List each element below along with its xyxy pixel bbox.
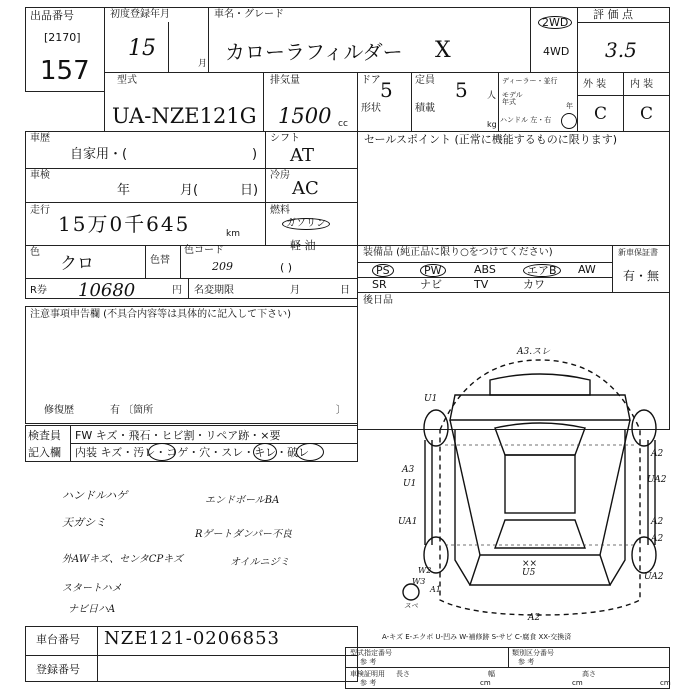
notes-box bbox=[25, 306, 358, 424]
inspection-day-unit: 日) bbox=[240, 183, 259, 198]
drive-4wd: 4WD bbox=[543, 45, 570, 58]
kg-unit: kg bbox=[487, 120, 497, 129]
repair-value: 有 〔箇所 bbox=[110, 405, 154, 416]
mark-left-front: U1 bbox=[424, 394, 438, 404]
mark-right-front-2: UA2 bbox=[647, 475, 667, 485]
interior-circle-1 bbox=[148, 443, 176, 461]
recycle-value: 10680 bbox=[78, 280, 136, 301]
inspector-label-2: 記入欄 bbox=[28, 446, 61, 459]
first-reg-year: 15 bbox=[128, 36, 156, 61]
warranty-value: 有・無 bbox=[623, 269, 660, 283]
exterior-grade: C bbox=[594, 104, 608, 124]
lot-label: 出品番号 bbox=[30, 9, 74, 22]
equipment-item: ABS bbox=[474, 263, 496, 276]
sales-label: セールスポイント (正常に機能するものに限ります) bbox=[364, 133, 618, 146]
capacity-label: 定員 bbox=[415, 75, 435, 86]
repair-close: 〕 bbox=[336, 405, 346, 416]
mark-left-door: A3 bbox=[402, 465, 415, 475]
lot-number: 157 bbox=[40, 56, 90, 86]
first-reg-label: 初度登録年月 bbox=[110, 9, 170, 20]
recycle-label: R券 bbox=[30, 285, 47, 296]
drive-2wd: 2WD bbox=[538, 16, 572, 29]
reg-label: 登録番号 bbox=[36, 663, 80, 676]
equipment-item: PW bbox=[420, 264, 446, 277]
inspect-reference: 参 考 bbox=[360, 679, 377, 687]
displacement-value: 1500 bbox=[278, 104, 332, 128]
displacement-label: 排気量 bbox=[270, 75, 300, 86]
repair-label: 修復歴 bbox=[44, 405, 74, 416]
width-label: 幅 bbox=[488, 670, 495, 678]
mark-right-front: A2 bbox=[651, 449, 664, 459]
warranty-label: 新車保証書 bbox=[618, 248, 658, 257]
mark-rear-hatch: ×× U5 bbox=[522, 559, 538, 578]
interior-grade: C bbox=[640, 104, 654, 124]
comment-4: Rゲートダンパー不良 bbox=[195, 529, 292, 540]
chassis-value: NZE121-0206853 bbox=[104, 628, 280, 649]
history-label: 車歴 bbox=[30, 133, 50, 144]
mark-rear-w2: W2 bbox=[418, 566, 432, 575]
ac-value: AC bbox=[292, 178, 319, 199]
type-designation-label: 型式指定番号 bbox=[350, 649, 392, 657]
chassis-label: 車台番号 bbox=[36, 633, 80, 646]
comment-6: オイルニジミ bbox=[230, 557, 290, 568]
shape-label: 形状 bbox=[361, 103, 381, 114]
year-unit: 年 bbox=[566, 102, 573, 110]
sales-box bbox=[357, 131, 670, 246]
doors-value: 5 bbox=[380, 78, 393, 102]
diagram-legend: A-キズ E-エクボ U-凹み W-補修跡 S-サビ C-腐食 XX-交換済 bbox=[382, 633, 572, 641]
equipment-item: カワ bbox=[523, 278, 545, 291]
length-label: 長さ bbox=[396, 670, 410, 678]
dealer-label: ディーラー・並行 bbox=[502, 77, 558, 85]
ac-label: 冷房 bbox=[270, 170, 290, 181]
load-label: 積載 bbox=[415, 103, 435, 114]
recycle-yen: 円 bbox=[172, 285, 182, 296]
comment-5: 外AWキズ、センタCPキズ bbox=[62, 554, 183, 565]
doors-label: ドア bbox=[361, 75, 381, 86]
type-label: 型式 bbox=[117, 75, 137, 86]
interior-label: 内 装 bbox=[630, 79, 654, 90]
width-cm: cm bbox=[572, 679, 583, 687]
equipment-item: エアB bbox=[523, 264, 561, 277]
model-grade: X bbox=[435, 38, 451, 63]
height-label: 高さ bbox=[582, 670, 596, 678]
mark-left-door-2: U1 bbox=[403, 479, 417, 489]
shift-value: AT bbox=[290, 145, 315, 166]
person-unit: 人 bbox=[487, 91, 497, 101]
comment-1: ハンドルハゲ bbox=[62, 489, 128, 502]
exterior-label: 外 装 bbox=[583, 79, 607, 90]
color-code-label: 色コード bbox=[184, 245, 224, 256]
capacity-value: 5 bbox=[455, 78, 468, 102]
equipment-item: AW bbox=[578, 263, 596, 276]
fuel-paren: ( ) bbox=[280, 261, 293, 274]
handle-label: ハンドル 左・右 bbox=[500, 116, 552, 124]
equipment-item: SR bbox=[372, 278, 387, 291]
fuel-label: 燃料 bbox=[270, 205, 290, 216]
inspect-cert-label: 車検証明用 bbox=[350, 670, 385, 678]
interior-row: 内装 キズ・汚レ・コゲ・穴・スレ・キレ・破レ bbox=[75, 446, 310, 459]
shift-label: シフト bbox=[270, 133, 300, 144]
inspection-month-unit: 月( bbox=[180, 183, 199, 198]
deadline-day: 日 bbox=[340, 285, 350, 296]
type-value: UA-NZE121G bbox=[112, 104, 257, 128]
category-reference: 参 考 bbox=[518, 658, 535, 666]
fuel-diesel: 軽 油 bbox=[290, 239, 316, 252]
height-cm: cm bbox=[660, 679, 671, 687]
mark-rear-w3: W3 bbox=[412, 577, 426, 586]
interior-circle-2 bbox=[253, 443, 277, 461]
deadline-month: 月 bbox=[290, 285, 300, 296]
handle-right-circle bbox=[561, 113, 577, 129]
type-reference: 参 考 bbox=[360, 658, 377, 666]
mark-rear-bumper: A2 bbox=[528, 613, 541, 623]
mark-roof: A3.スレ bbox=[517, 347, 551, 357]
mark-rear-a1: A1 bbox=[430, 585, 441, 594]
mileage-label: 走行 bbox=[30, 205, 50, 216]
category-label: 類別区分番号 bbox=[512, 649, 554, 657]
mark-right-rear-2: UA2 bbox=[644, 572, 664, 582]
history-value: 自家用・( bbox=[70, 147, 128, 162]
model-year-label: モデル年式 bbox=[502, 91, 523, 106]
comment-3: 天ガシミ bbox=[62, 516, 106, 529]
score-label: 評 価 点 bbox=[593, 8, 633, 21]
fuel-gasoline: ガソリン bbox=[282, 218, 330, 230]
equipment-item: PS bbox=[372, 264, 394, 277]
later-label: 後日品 bbox=[363, 295, 393, 306]
history-close: ) bbox=[252, 147, 258, 162]
comment-2: エンドボールBA bbox=[205, 495, 280, 506]
mileage-unit: km bbox=[226, 229, 240, 239]
score-value: 3.5 bbox=[605, 38, 637, 62]
equipment-item: TV bbox=[474, 278, 489, 291]
mark-spare: スペ bbox=[404, 602, 418, 610]
later-box bbox=[357, 292, 670, 430]
first-reg-month-unit: 月 bbox=[198, 59, 208, 69]
color-change-label: 色替 bbox=[150, 255, 170, 266]
deadline-label: 名変期限 bbox=[194, 285, 234, 296]
color-label: 色 bbox=[30, 247, 40, 258]
inspection-year-unit: 年 bbox=[117, 183, 131, 198]
color-value: クロ bbox=[60, 254, 94, 274]
cc-unit: cc bbox=[338, 119, 348, 129]
length-cm: cm bbox=[480, 679, 491, 687]
lot-ref: [2170] bbox=[44, 31, 81, 44]
mileage-value: 15万0千645 bbox=[58, 212, 191, 236]
interior-circle-3 bbox=[296, 443, 324, 461]
mark-left-rear: UA1 bbox=[398, 517, 418, 527]
model-name: カローラフィルダー bbox=[225, 40, 403, 64]
color-code-value: 209 bbox=[212, 260, 233, 273]
mark-right-front-3: A2 bbox=[651, 534, 664, 544]
notes-label: 注意事項申告欄 (不具合内容等は具体的に記入して下さい) bbox=[30, 309, 291, 320]
equipment-label: 装備品 (純正品に限り○をつけてください) bbox=[363, 247, 553, 258]
inspection-label: 車検 bbox=[30, 170, 50, 181]
fw-row: FW キズ・飛石・ヒビ割・リペア跡・×要 bbox=[75, 429, 281, 442]
comment-8: ナビ日ハA bbox=[68, 604, 116, 615]
comment-7: スタートハメ bbox=[62, 583, 122, 594]
mark-right-rear: A2 bbox=[651, 517, 664, 527]
model-label: 車名・グレード bbox=[214, 9, 284, 20]
inspector-label-1: 検査員 bbox=[28, 429, 61, 442]
equipment-item: ナビ bbox=[420, 278, 442, 291]
